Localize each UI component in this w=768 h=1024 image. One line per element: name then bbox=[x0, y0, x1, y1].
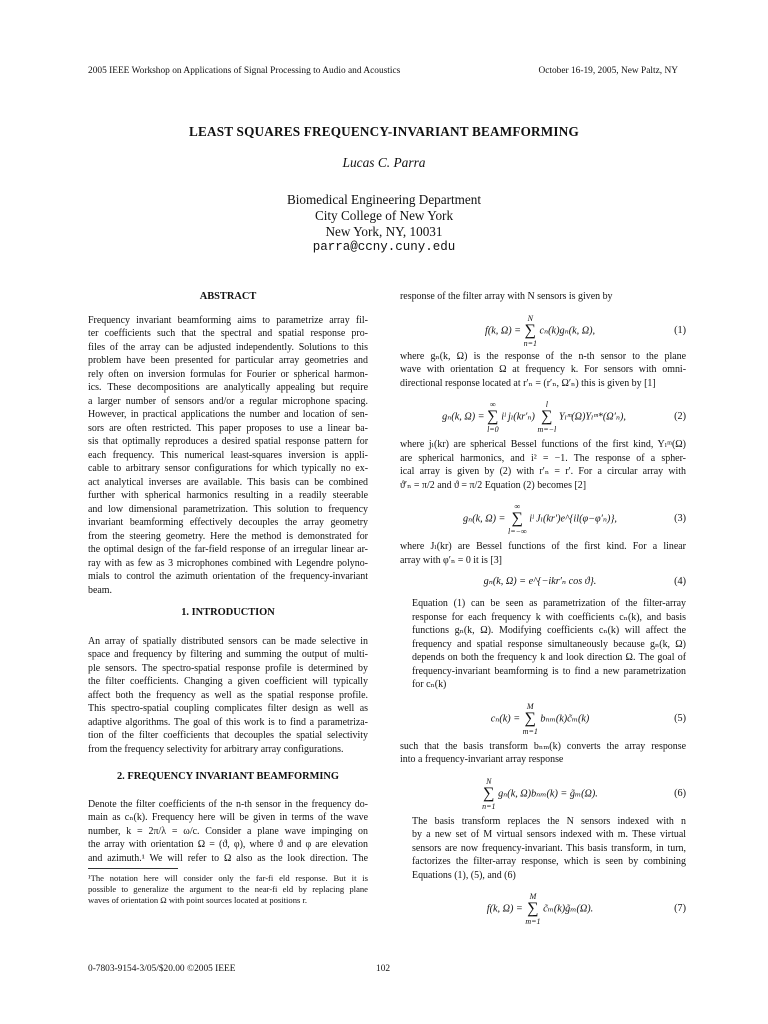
eq2-sum-2: l ∑ m=−l bbox=[537, 400, 557, 434]
text-line: into a frequency-invariant array response bbox=[400, 754, 564, 765]
eq6-sum: N ∑ n=1 bbox=[482, 776, 496, 811]
abstract-line: beam. bbox=[88, 584, 113, 596]
text-line: are spherical harmonics, and i² = −1. The response of a spher- bbox=[400, 452, 686, 464]
text-line: where gₙ(k, Ω) is the response of the n-th sensor to the plane bbox=[400, 350, 686, 362]
text-line: Equations (1), (5), and (6) bbox=[412, 869, 516, 881]
right-paragraph-2 bbox=[400, 350, 686, 391]
eq5-lhs: cₙ(k) = bbox=[490, 712, 521, 724]
fib-line: the array with orientation Ω = (ϑ, φ), where ϑ and φ are elevation bbox=[88, 839, 368, 850]
eq1-sum: N ∑ n=1 bbox=[523, 313, 537, 348]
text-line: The basis transform replaces the N sensors indexed with n bbox=[412, 815, 686, 827]
abstract-line: rely often on inversion formulas for Fourier or spherical harmon- bbox=[88, 368, 368, 380]
intro-line: ple sensors. The spectro-spatial response profile is determined by bbox=[88, 662, 368, 674]
footnote-body bbox=[88, 873, 368, 906]
abstract-line: However, in practical applications the number and location of sen- bbox=[88, 409, 368, 420]
eq6-sum-top: N bbox=[486, 776, 492, 786]
abstract-line: cable to arbitrary sensor configurations for which typically no ex- bbox=[88, 463, 368, 474]
eq3-sum: ∞ ∑ l=−∞ bbox=[507, 502, 527, 536]
fib-line: number, k = 2π/λ = ω/c. Consider a plane wave impinging on bbox=[88, 825, 368, 837]
abstract-line: Frequency invariant beamforming aims to parametrize array fil- bbox=[88, 314, 368, 326]
equation-4 bbox=[400, 569, 686, 595]
abstract-line: problem have been presented for particular array geometries and bbox=[88, 355, 368, 366]
affiliation-line-3: New York, NY, 10031 bbox=[325, 224, 443, 239]
text-line: factorizes the filter-array response, which is seen by combining bbox=[412, 856, 686, 867]
eq7-number: (7) bbox=[674, 903, 686, 914]
fib-section bbox=[88, 770, 368, 865]
text-line: frequency-invariant beamforming is to find a new parametrization bbox=[412, 665, 686, 677]
text-line: ϑ′ₙ = π/2 and ϑ = π/2 Equation (2) becomes [2] bbox=[400, 479, 587, 491]
equation-7 bbox=[400, 886, 686, 926]
eq2-number: (2) bbox=[674, 411, 686, 422]
eq6-number: (6) bbox=[674, 787, 686, 799]
abstract-line: act analytical inverses are available. This basis can be combined bbox=[88, 476, 368, 488]
text-line: where jₗ(kr) are spherical Bessel functions of the first kind, Yₗᵐ(Ω) bbox=[400, 439, 686, 450]
eq4-expr: gₙ(k, Ω) = e^{−ikr′ₙ cos ϑ}. bbox=[483, 576, 597, 587]
abstract-line: files of the array can be adjusted independently. Solutions to this bbox=[88, 341, 368, 353]
right-paragraph-1: response of the filter array with N sensors is given by bbox=[400, 291, 613, 302]
eq7-rhs: c̃ₘ(k)g̃ₘ(Ω). bbox=[543, 903, 594, 915]
intro-line: space and frequency by filtering and summing the output of multi- bbox=[88, 649, 368, 660]
eq2-sum2-bot: m=−l bbox=[537, 425, 557, 434]
eq3-number: (3) bbox=[674, 513, 686, 524]
eq4-number: (4) bbox=[674, 576, 686, 587]
right-paragraph-4 bbox=[400, 540, 686, 567]
equation-1 bbox=[400, 308, 686, 348]
text-line: for cₙ(k) bbox=[412, 679, 447, 690]
eq7-sum-top: M bbox=[529, 892, 537, 901]
affiliation-line-1: Biomedical Engineering Department bbox=[286, 192, 482, 207]
eq1-number: (1) bbox=[674, 324, 686, 336]
abstract-line: the optimal design of the far-field response of an irregular linear ar- bbox=[88, 544, 368, 555]
abstract-line: further with spherical harmonics resulting in a readily steerable bbox=[88, 490, 368, 501]
intro-line: This spectro-spatial coupling complicates filter design as well as bbox=[88, 703, 368, 714]
running-header-left: 2005 IEEE Workshop on Applications of Signal Processing to Audio and Acoustics bbox=[88, 66, 401, 76]
eq7-sum: M ∑ m=1 bbox=[525, 892, 541, 926]
eq5-sum: M ∑ m=1 bbox=[522, 701, 538, 736]
eq5-number: (5) bbox=[674, 712, 686, 724]
text-line: such that the basis transform bₙₘ(k) converts the array response bbox=[400, 740, 686, 752]
text-line: frequency and spatial response simultaneously because gₙ(k, Ω) bbox=[412, 638, 686, 650]
footnote-block bbox=[88, 868, 368, 906]
eq7-sum-bot: m=1 bbox=[525, 917, 541, 926]
abstract-line: invariant beamforming effectively decouples the array geometry bbox=[88, 517, 368, 528]
affiliation-line-2: City College of New York bbox=[314, 208, 454, 223]
page-number: 102 bbox=[376, 964, 391, 974]
intro-section bbox=[88, 606, 368, 756]
footnote-rule bbox=[88, 868, 178, 869]
text-line: directional response located at r′ₙ = (r′ₙ, Ω′ₙ) this is given by [1] bbox=[400, 377, 656, 389]
abstract-line: a larger number of sensors and/or a regular microphone spacing. bbox=[88, 395, 368, 407]
eq1-sum-bot: n=1 bbox=[523, 338, 537, 348]
text-line: response for each frequency k with coefficients cₙ(k), and basis bbox=[412, 611, 686, 623]
text-line: where Jₗ(kr) are Bessel functions of the first kind. For a linear bbox=[400, 541, 686, 552]
equation-3 bbox=[400, 496, 686, 536]
text-line: array with φ′ₙ = 0 it is [3] bbox=[400, 554, 502, 566]
intro-line: An array of spatially distributed sensors can be made selective in bbox=[88, 635, 368, 647]
abstract-line: mials to control the azimuth orientation of the frequency-invariant bbox=[88, 571, 368, 582]
eq5-rhs: bₙₘ(k)c̃ₘ(k) bbox=[540, 712, 590, 724]
copyright-line: 0-7803-9154-3/05/$20.00 ©2005 IEEE bbox=[88, 964, 236, 974]
abstract-line: sors are often restricted. This paper proposes to use a linear ba- bbox=[88, 422, 368, 434]
intro-heading: 1. INTRODUCTION bbox=[181, 607, 275, 618]
intro-line: from the frequency selectivity for arbitrary array configurations. bbox=[88, 743, 344, 755]
intro-line: tion of the filter coefficients that decouples the spatial selectivity bbox=[88, 730, 368, 741]
eq2-sum1-top: ∞ bbox=[490, 400, 496, 409]
equation-6 bbox=[400, 771, 686, 811]
text-line: Equation (1) can be seen as parametrization of the filter-array bbox=[412, 598, 686, 609]
text-line: functions gₙ(k, Ω). Modifying coefficients cₙ(k) will affect the bbox=[412, 625, 686, 636]
eq3-sum-bot: l=−∞ bbox=[507, 527, 527, 536]
fib-line: Denote the filter coefficients of the n-th sensor in the frequency do- bbox=[88, 798, 368, 810]
eq3-lhs: gₙ(k, Ω) = bbox=[463, 513, 506, 525]
eq5-sum-top: M bbox=[526, 701, 534, 711]
fib-body bbox=[88, 798, 368, 866]
eq1-rhs: cₙ(k)gₙ(k, Ω), bbox=[539, 324, 596, 336]
fib-line: and azimuth.¹ We will refer to Ω also as the look direction. The bbox=[88, 852, 368, 864]
eq3-sum-top: ∞ bbox=[514, 502, 521, 511]
text-line: wave with orientation Ω at frequency k. For sensors with omni- bbox=[400, 364, 686, 375]
equation-5 bbox=[400, 696, 686, 736]
text-line: depends on both the frequency k and look direction Ω. The goal of bbox=[412, 652, 686, 663]
intro-line: the filter coefficients. Changing a given coefficient will typically bbox=[88, 676, 368, 687]
eq2-mid: iˡ jₗ(kr′ₙ) bbox=[501, 411, 535, 423]
eq2-sum-1: ∞ ∑ l=0 bbox=[487, 400, 499, 434]
abstract-line: sis that optimally reproduces a desired spatial response pattern for bbox=[88, 436, 368, 447]
fib-line: main as cₙ(k). Frequency here will be given in terms of the wave bbox=[88, 812, 368, 823]
eq6-rhs: gₙ(k, Ω)bₙₘ(k) = g̃ₘ(Ω). bbox=[498, 787, 598, 799]
right-paragraph-5 bbox=[400, 597, 686, 692]
eq1-lhs: f(k, Ω) = bbox=[484, 324, 522, 336]
right-column bbox=[400, 290, 686, 926]
right-paragraph-3 bbox=[400, 438, 686, 492]
left-column bbox=[88, 290, 368, 597]
eq1-sum-top: N bbox=[527, 313, 533, 323]
fib-heading: 2. FREQUENCY INVARIANT BEAMFORMING bbox=[116, 771, 340, 782]
equation-2 bbox=[400, 394, 686, 434]
eq3-rhs: iˡ Jₗ(kr′)e^{il(φ−φ′ₙ)}, bbox=[529, 513, 617, 525]
eq2-sum2-top: l bbox=[545, 400, 548, 409]
text-line: ical array is given by (2) with r′ₙ = r′. For a circular array with bbox=[400, 466, 686, 477]
author-email: parra@ccny.cuny.edu bbox=[312, 240, 456, 254]
abstract-body bbox=[88, 314, 368, 598]
author-name: Lucas C. Parra bbox=[342, 155, 426, 170]
abstract-line: ics. These decompositions are analytically appealing but require bbox=[88, 382, 368, 393]
abstract-line: ter coefficients such that the spectral and spatial response pro- bbox=[88, 328, 368, 339]
footnote-line: waves of orientation Ω with point sources located at positions r. bbox=[88, 895, 308, 905]
intro-body bbox=[88, 635, 368, 757]
abstract-line: and low dimensional parametrization. This solution to frequency bbox=[88, 503, 368, 515]
paper-title: LEAST SQUARES FREQUENCY-INVARIANT BEAMFORMING bbox=[189, 124, 579, 139]
footnote-line: ¹The notation here will consider only the far-fi eld response. But it is bbox=[88, 873, 368, 883]
eq2-sum1-bot: l=0 bbox=[487, 425, 499, 434]
right-paragraph-6 bbox=[400, 740, 686, 767]
eq6-sum-bot: n=1 bbox=[482, 801, 496, 811]
intro-line: adaptive algorithms. The goal of this work is to find a parametriza- bbox=[88, 716, 368, 728]
eq7-lhs: f(k, Ω) = bbox=[486, 903, 523, 915]
eq2-lhs: gₙ(k, Ω) = bbox=[442, 411, 485, 423]
text-line: sensors are now frequency-invariant. This basis transform, in turn, bbox=[412, 842, 686, 854]
eq2-rhs: Yₗᵐ(Ω)Yₗᵐ*(Ω′ₙ), bbox=[558, 411, 626, 423]
eq5-sum-bot: m=1 bbox=[522, 726, 538, 736]
abstract-heading: ABSTRACT bbox=[199, 291, 257, 302]
intro-line: affect both the frequency as well as the spatial response profile. bbox=[88, 689, 368, 701]
running-header-right: October 16-19, 2005, New Paltz, NY bbox=[538, 66, 678, 76]
text-line: by a new set of M virtual sensors indexed with m. These virtual bbox=[412, 829, 686, 840]
abstract-line: ray with as few as 3 microphones combined with Legendre polyno- bbox=[88, 557, 368, 569]
abstract-line: each frequency. This numerical least-squares inversion is appli- bbox=[88, 449, 368, 461]
right-paragraph-7 bbox=[400, 815, 686, 883]
footnote-line: possible to generalize the argument to the near-fi eld by replacing plane bbox=[88, 884, 368, 894]
abstract-line: from the steering geometry. Here the method is demonstrated for bbox=[88, 530, 368, 542]
